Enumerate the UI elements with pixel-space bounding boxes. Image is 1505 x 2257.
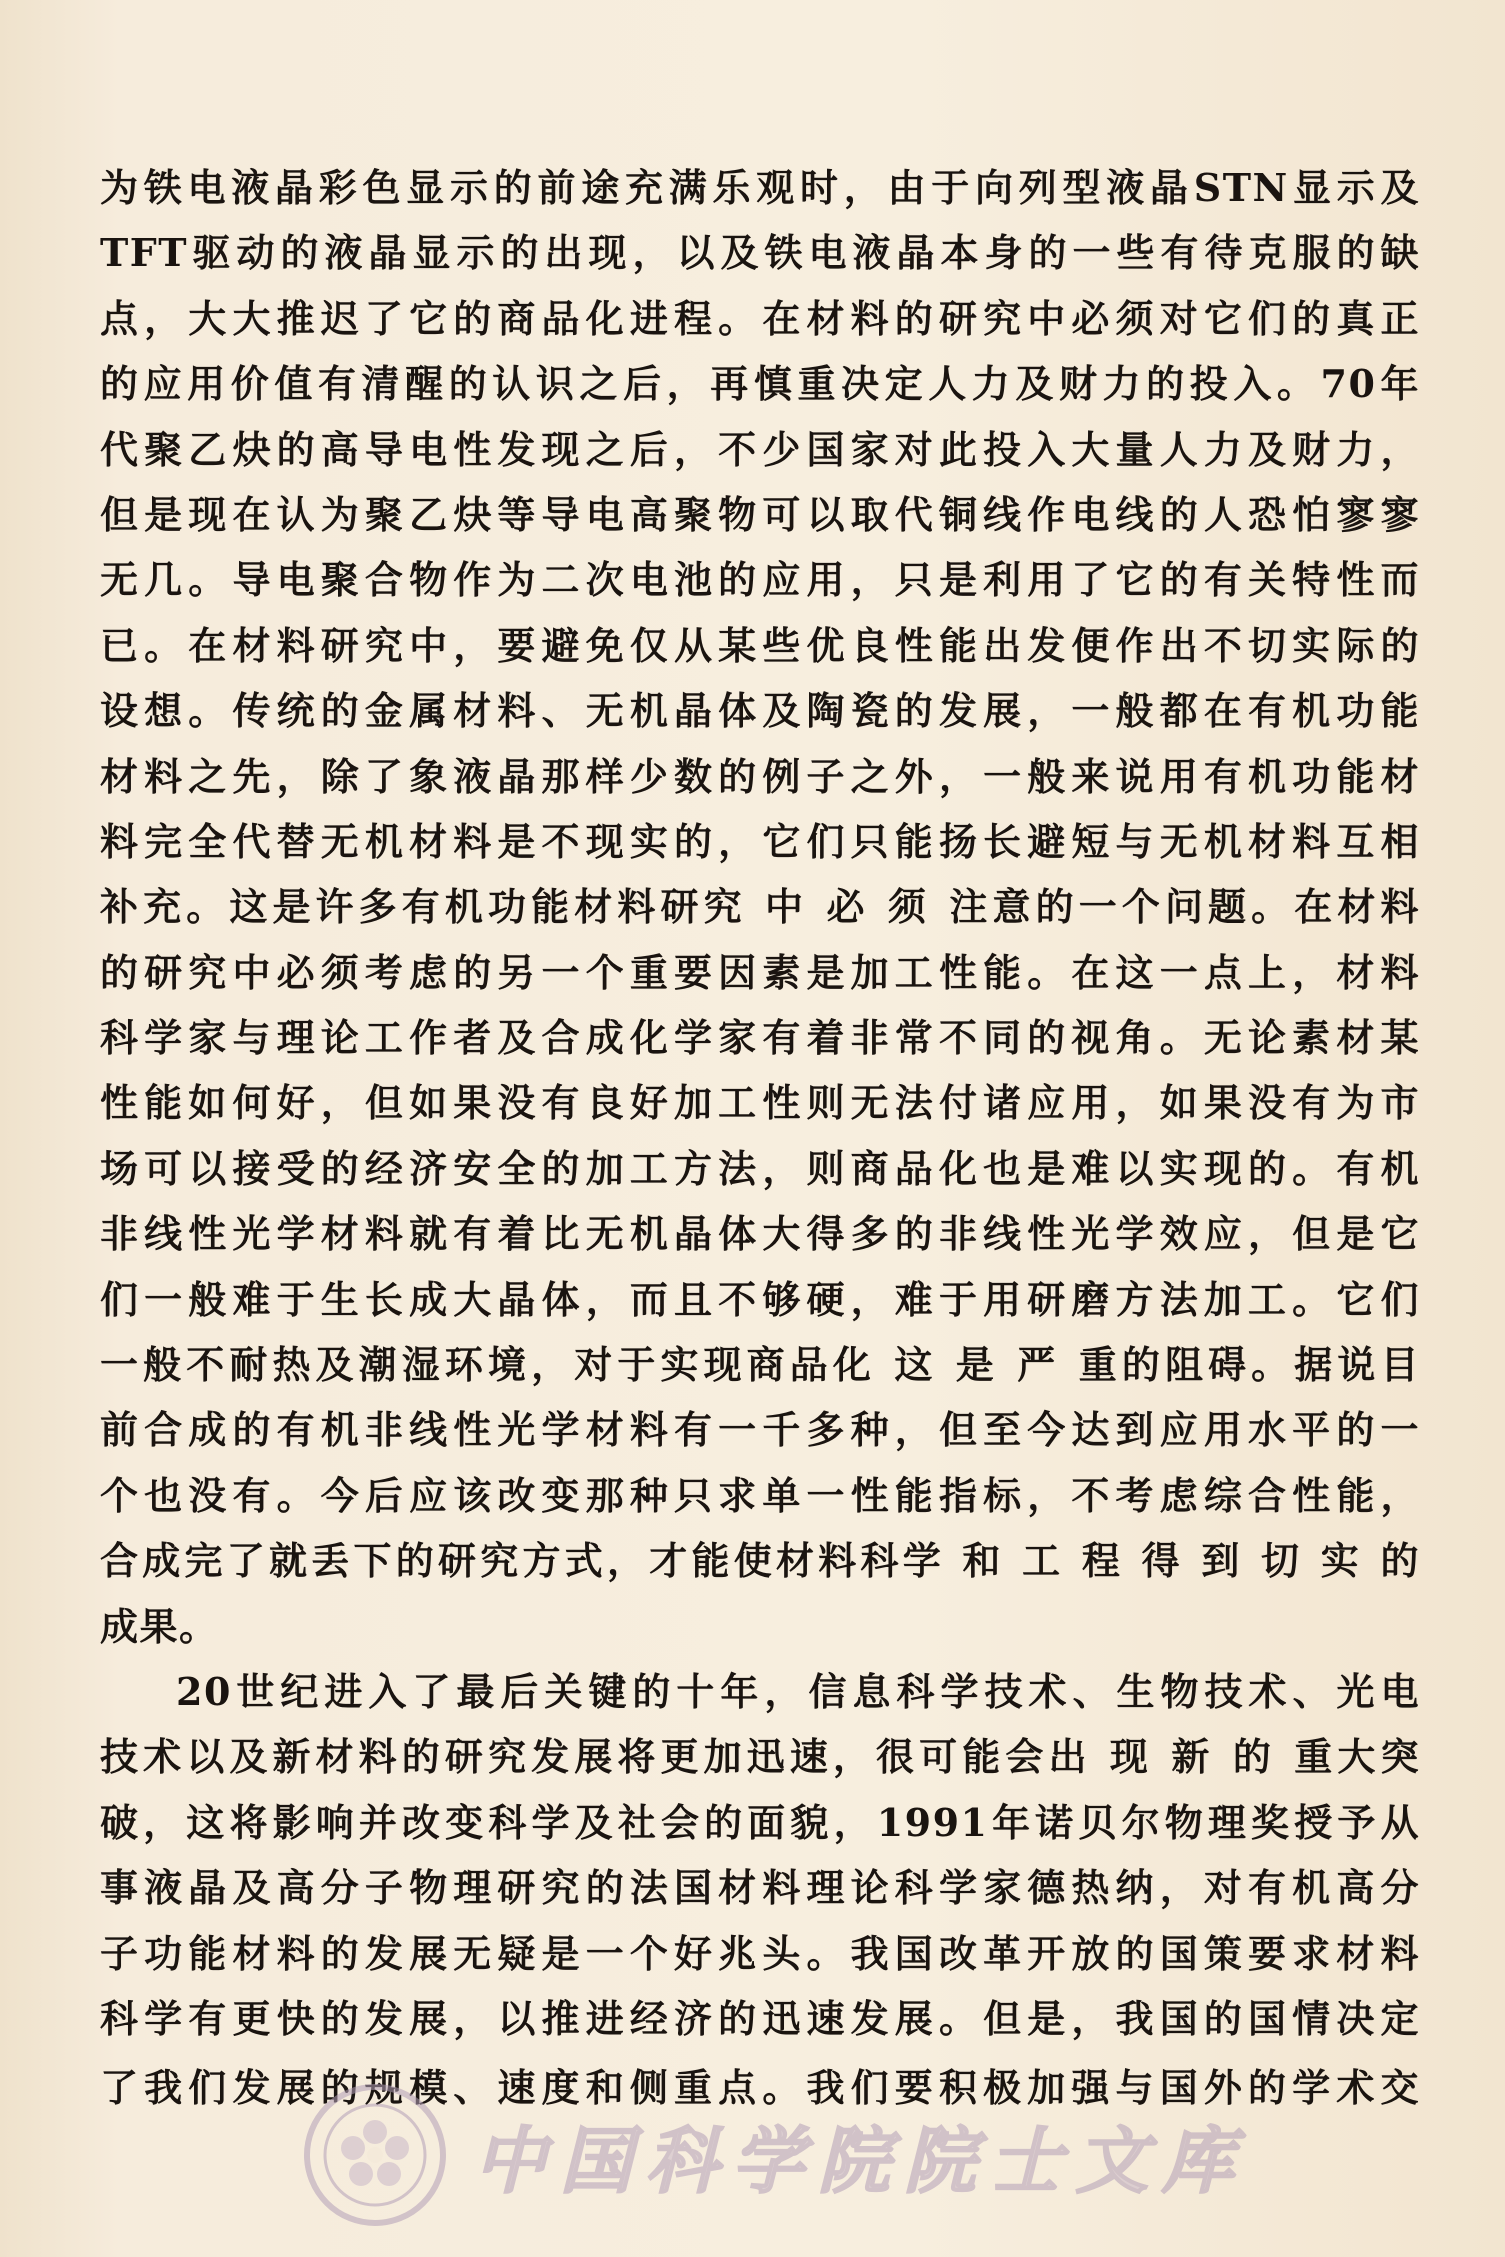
text-line: 事液晶及高分子物理研究的法国材料理论科学家德热纳，对有机高分 (100, 1865, 1420, 1911)
text-line: 个也没有。今后应该改变那种只求单一性能指标，不考虑综合性能， (100, 1472, 1420, 1518)
paragraph-start-line: 20世纪进入了最后关键的十年，信息科学技术、生物技术、光电 (176, 1668, 1420, 1714)
text-line: 补充。这是许多有机功能材料研究 中 必 须 注意的一个问题。在材料 (100, 884, 1420, 930)
text-line: TFT驱动的液晶显示的出现，以及铁电液晶本身的一些有待克服的缺 (100, 230, 1420, 276)
text-line: 子功能材料的发展无疑是一个好兆头。我国改革开放的国策要求材料 (100, 1930, 1420, 1976)
last-text-line: 了我们发展的规模、速度和侧重点。我们要积极加强与国外的学术交 (100, 2065, 1420, 2110)
text-line: 的应用价值有清醒的认识之后，再慎重决定人力及财力的投入。70年 (100, 361, 1420, 407)
text-line: 非线性光学材料就有着比无机晶体大得多的非线性光学效应，但是它 (100, 1211, 1420, 1257)
paragraph-end-line: 成果。 (100, 1603, 219, 1649)
text-line: 合成完了就丢下的研究方式，才能使材料科学 和 工 程 得 到 切 实 的 (100, 1538, 1420, 1584)
text-line: 性能如何好，但如果没有良好加工性则无法付诸应用，如果没有为市 (100, 1080, 1420, 1126)
text-line: 科学家与理论工作者及合成化学家有着非常不同的视角。无论素材某 (100, 1015, 1420, 1061)
text-line: 的研究中必须考虑的另一个重要因素是加工性能。在这一点上，材料 (100, 949, 1420, 995)
text-line: 材料之先，除了象液晶那样少数的例子之外，一般来说用有机功能材 (100, 753, 1420, 799)
text-line: 料完全代替无机材料是不现实的，它们只能扬长避短与无机材料互相 (100, 818, 1420, 864)
text-line: 无几。导电聚合物作为二次电池的应用，只是利用了它的有关特性而 (100, 557, 1420, 603)
text-line: 破，这将影响并改变科学及社会的面貌，1991年诺贝尔物理奖授予从 (100, 1799, 1420, 1845)
text-line: 场可以接受的经济安全的加工方法，则商品化也是难以实现的。有机 (100, 1145, 1420, 1191)
text-line: 一般不耐热及潮湿环境，对于实现商品化 这 是 严 重的阻碍。据说目 (100, 1342, 1420, 1388)
text-line: 科学有更快的发展，以推进经济的迅速发展。但是，我国的国情决定 (100, 1995, 1420, 2041)
text-line: 为铁电液晶彩色显示的前途充满乐观时，由于向列型液晶STN显示及 (100, 165, 1420, 210)
watermark-text: 中国科学院院士文库 (474, 2118, 1249, 2203)
text-line: 代聚乙炔的高导电性发现之后，不少国家对此投入大量人力及财力， (100, 426, 1420, 472)
body-text (100, 155, 1420, 2051)
library-watermark (300, 2080, 1250, 2230)
cas-seal-icon (300, 2080, 450, 2230)
text-line: 们一般难于生长成大晶体，而且不够硬，难于用研磨方法加工。它们 (100, 1276, 1420, 1322)
text-line: 前合成的有机非线性光学材料有一千多种，但至今达到应用水平的一 (100, 1407, 1420, 1453)
text-line: 点，大大推迟了它的商品化进程。在材料的研究中必须对它们的真正 (100, 295, 1420, 341)
text-line: 设想。传统的金属材料、无机晶体及陶瓷的发展，一般都在有机功能 (100, 688, 1420, 734)
text-line: 已。在材料研究中，要避免仅从某些优良性能出发便作出不切实际的 (100, 622, 1420, 668)
text-line: 技术以及新材料的研究发展将更加迅速，很可能会出 现 新 的 重大突 (100, 1734, 1420, 1780)
text-line: 但是现在认为聚乙炔等导电高聚物可以取代铜线作电线的人恐怕寥寥 (100, 491, 1420, 537)
